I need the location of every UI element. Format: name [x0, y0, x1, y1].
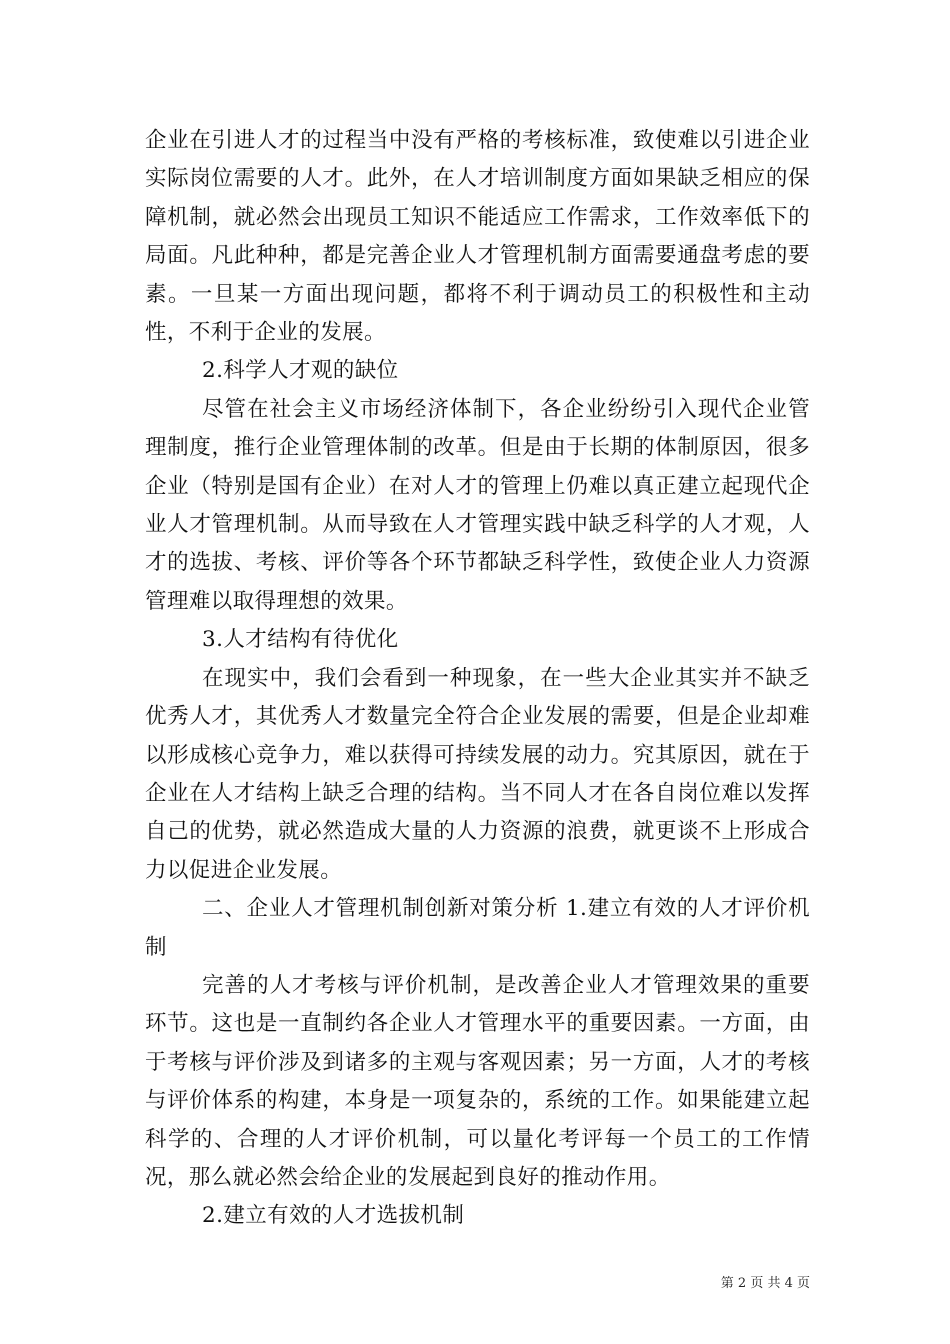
page-number-footer: 第 2 页 共 4 页 — [720, 1276, 810, 1291]
paragraph-talent-introduction: 企业在引进人才的过程当中没有严格的考核标准，致使难以引进企业实际岗位需要的人才。此外，在人才培训制度方面如果缺乏相应的保障机制，就必然会出现员工知识不能适应工作需求，工作效率低下的局面。凡此种种，都是完善企业人才管理机制方面需要通盘考虑的要素。一旦某一方面出现问题，都将不利于调动员工的积极性和主动性，不利于企业的发展。 — [145, 128, 810, 346]
paragraph-talent-structure: 在现实中，我们会看到一种现象，在一些大企业其实并不缺乏优秀人才，其优秀人才数量完全符合企业发展的需要，但是企业却难以形成核心竞争力，难以获得可持续发展的动力。究其原因，就在于企业在人才结构上缺乏合理的结构。当不同人才在各自岗位难以发挥自己的优势，就必然造成大量的人力资源的浪费，就更谈不上形成合力以促进企业发展。 — [145, 665, 810, 883]
heading-section-two-evaluation: 二、企业人才管理机制创新对策分析 1.建立有效的人才评价机制 — [145, 896, 810, 960]
document-body — [145, 122, 810, 1236]
heading-scientific-talent-view: 2.科学人才观的缺位 — [202, 358, 399, 384]
paragraph-scientific-talent-view: 尽管在社会主义市场经济体制下，各企业纷纷引入现代企业管理制度，推行企业管理体制的改革。但是由于长期的体制原因，很多企业（特别是国有企业）在对人才的管理上仍难以真正建立起现代企业人才管理机制。从而导致在人才管理实践中缺乏科学的人才观，人才的选拔、考核、评价等各个环节都缺乏科学性，致使企业人力资源管理难以取得理想的效果。 — [145, 396, 810, 614]
heading-selection-mechanism: 2.建立有效的人才选拔机制 — [202, 1203, 465, 1229]
heading-talent-structure: 3.人才结构有待优化 — [202, 627, 399, 653]
paragraph-evaluation-mechanism: 完善的人才考核与评价机制，是改善企业人才管理效果的重要环节。这也是一直制约各企业人才管理水平的重要因素。一方面，由于考核与评价涉及到诸多的主观与客观因素；另一方面，人才的考核与评价体系的构建，本身是一项复杂的，系统的工作。如果能建立起科学的、合理的人才评价机制，可以量化考评每一个员工的工作情况，那么就必然会给企业的发展起到良好的推动作用。 — [145, 972, 810, 1190]
